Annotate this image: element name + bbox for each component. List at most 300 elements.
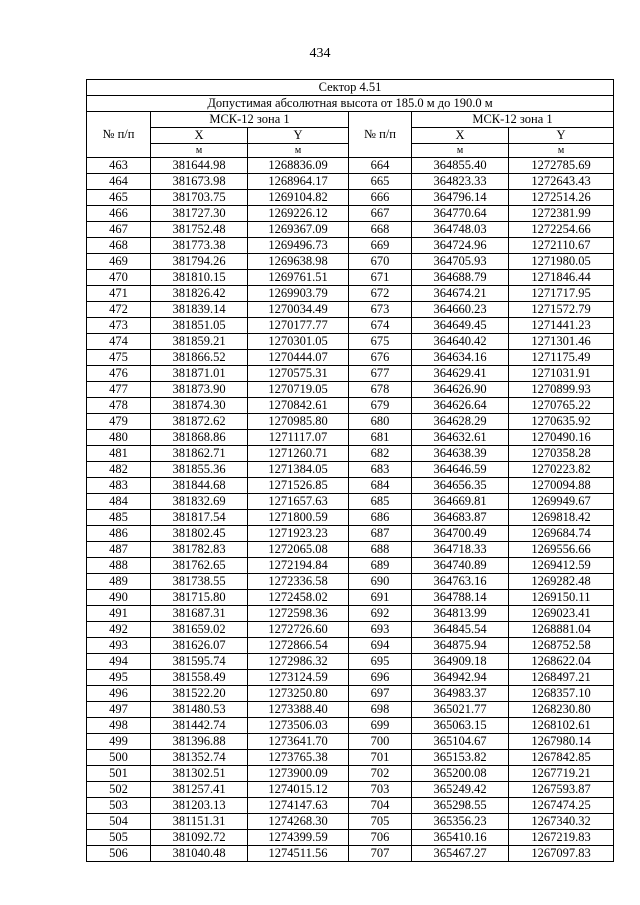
point-number: 470 [87, 270, 151, 286]
x-coordinate: 381626.07 [151, 638, 248, 654]
x-coordinate: 381872.62 [151, 414, 248, 430]
x-coordinate: 381703.75 [151, 190, 248, 206]
x-coordinate: 365298.55 [412, 798, 509, 814]
point-number: 673 [349, 302, 412, 318]
x-coordinate: 381396.88 [151, 734, 248, 750]
point-number: 466 [87, 206, 151, 222]
point-number: 664 [349, 158, 412, 174]
point-number: 667 [349, 206, 412, 222]
table-row [87, 462, 614, 478]
point-number: 467 [87, 222, 151, 238]
x-coordinate: 364942.94 [412, 670, 509, 686]
x-coordinate: 364632.61 [412, 430, 509, 446]
y-coordinate: 1272254.66 [509, 222, 614, 238]
y-coordinate: 1271923.23 [248, 526, 349, 542]
x-coordinate: 381738.55 [151, 574, 248, 590]
table-row [87, 782, 614, 798]
y-coordinate: 1267842.85 [509, 750, 614, 766]
x-coordinate: 364626.64 [412, 398, 509, 414]
x-coordinate: 364796.14 [412, 190, 509, 206]
point-number: 489 [87, 574, 151, 590]
y-coordinate: 1271980.05 [509, 254, 614, 270]
point-number: 704 [349, 798, 412, 814]
point-number: 702 [349, 766, 412, 782]
y-coordinate: 1269496.73 [248, 238, 349, 254]
x-coordinate: 381817.54 [151, 510, 248, 526]
table-row [87, 494, 614, 510]
y-coordinate: 1270575.31 [248, 366, 349, 382]
point-number: 675 [349, 334, 412, 350]
table-row [87, 686, 614, 702]
point-number: 701 [349, 750, 412, 766]
point-number: 674 [349, 318, 412, 334]
x-coordinate: 381859.21 [151, 334, 248, 350]
x-coordinate: 381673.98 [151, 174, 248, 190]
point-number: 500 [87, 750, 151, 766]
point-number: 478 [87, 398, 151, 414]
point-number: 672 [349, 286, 412, 302]
x-coordinate: 364700.49 [412, 526, 509, 542]
y-coordinate: 1271526.85 [248, 478, 349, 494]
x-coordinate: 364656.35 [412, 478, 509, 494]
table-row [87, 430, 614, 446]
point-number: 493 [87, 638, 151, 654]
x-coordinate: 364629.41 [412, 366, 509, 382]
x-coordinate: 381851.05 [151, 318, 248, 334]
y-coordinate: 1272110.67 [509, 238, 614, 254]
y-coordinate: 1268102.61 [509, 718, 614, 734]
table-row [87, 846, 614, 862]
x-coordinate: 365249.42 [412, 782, 509, 798]
table-row [87, 606, 614, 622]
x-coordinate: 364626.90 [412, 382, 509, 398]
y-coordinate: 1269104.82 [248, 190, 349, 206]
x-coordinate: 381782.83 [151, 542, 248, 558]
x-coordinate: 364705.93 [412, 254, 509, 270]
point-number: 505 [87, 830, 151, 846]
x-coordinate: 381687.31 [151, 606, 248, 622]
point-number: 490 [87, 590, 151, 606]
point-number: 691 [349, 590, 412, 606]
x-coordinate: 381810.15 [151, 270, 248, 286]
y-coordinate: 1268881.04 [509, 622, 614, 638]
table-row [87, 478, 614, 494]
y-coordinate: 1271117.07 [248, 430, 349, 446]
point-number: 680 [349, 414, 412, 430]
point-number: 679 [349, 398, 412, 414]
y-coordinate: 1274015.12 [248, 782, 349, 798]
x-coordinate: 381752.48 [151, 222, 248, 238]
point-number: 688 [349, 542, 412, 558]
x-coordinate: 381855.36 [151, 462, 248, 478]
x-coordinate: 364683.87 [412, 510, 509, 526]
num-header-right: № п/п [349, 112, 412, 158]
x-coordinate: 381844.68 [151, 478, 248, 494]
y-coordinate: 1269903.79 [248, 286, 349, 302]
x-coordinate: 364674.21 [412, 286, 509, 302]
y-coordinate: 1269818.42 [509, 510, 614, 526]
point-number: 668 [349, 222, 412, 238]
y-coordinate: 1271846.44 [509, 270, 614, 286]
table-row [87, 318, 614, 334]
y-coordinate: 1272726.60 [248, 622, 349, 638]
x-coordinate: 381874.30 [151, 398, 248, 414]
point-number: 676 [349, 350, 412, 366]
y-coordinate: 1274147.63 [248, 798, 349, 814]
x-coordinate: 381715.80 [151, 590, 248, 606]
y-coordinate: 1273641.70 [248, 734, 349, 750]
point-number: 506 [87, 846, 151, 862]
num-header-left: № п/п [87, 112, 151, 158]
table-row [87, 622, 614, 638]
x-coordinate: 381151.31 [151, 814, 248, 830]
x-coordinate: 364983.37 [412, 686, 509, 702]
point-number: 480 [87, 430, 151, 446]
table-row [87, 526, 614, 542]
y-coordinate: 1270444.07 [248, 350, 349, 366]
x-coordinate: 364748.03 [412, 222, 509, 238]
x-coordinate: 381868.86 [151, 430, 248, 446]
x-header-left: X [151, 128, 248, 144]
x-coordinate: 364640.42 [412, 334, 509, 350]
zone-header-right: МСК-12 зона 1 [412, 112, 614, 128]
point-number: 497 [87, 702, 151, 718]
point-number: 686 [349, 510, 412, 526]
table-row [87, 542, 614, 558]
y-coordinate: 1271657.63 [248, 494, 349, 510]
point-number: 484 [87, 494, 151, 510]
y-coordinate: 1273506.03 [248, 718, 349, 734]
point-number: 687 [349, 526, 412, 542]
table-row [87, 814, 614, 830]
y-coordinate: 1273765.38 [248, 750, 349, 766]
y-coordinate: 1271572.79 [509, 302, 614, 318]
y-coordinate: 1273250.80 [248, 686, 349, 702]
y-coordinate: 1267980.14 [509, 734, 614, 750]
y-coordinate: 1270635.92 [509, 414, 614, 430]
table-row [87, 238, 614, 254]
table-row [87, 590, 614, 606]
point-number: 692 [349, 606, 412, 622]
y-coordinate: 1268752.58 [509, 638, 614, 654]
point-number: 504 [87, 814, 151, 830]
y-coordinate: 1271031.91 [509, 366, 614, 382]
y-coordinate: 1268622.04 [509, 654, 614, 670]
y-coordinate: 1272866.54 [248, 638, 349, 654]
table-row [87, 286, 614, 302]
x-coordinate: 381644.98 [151, 158, 248, 174]
y-coordinate: 1270358.28 [509, 446, 614, 462]
point-number: 463 [87, 158, 151, 174]
x-coordinate: 381871.01 [151, 366, 248, 382]
point-number: 698 [349, 702, 412, 718]
x-coordinate: 364823.33 [412, 174, 509, 190]
y-coordinate: 1267719.21 [509, 766, 614, 782]
y-coordinate: 1270719.05 [248, 382, 349, 398]
x-coordinate: 381302.51 [151, 766, 248, 782]
x-coordinate: 381802.45 [151, 526, 248, 542]
table-row [87, 254, 614, 270]
x-coordinate: 381595.74 [151, 654, 248, 670]
point-number: 496 [87, 686, 151, 702]
x-coordinate: 364718.33 [412, 542, 509, 558]
table-row [87, 654, 614, 670]
y-coordinate: 1270765.22 [509, 398, 614, 414]
x-coordinate: 381773.38 [151, 238, 248, 254]
point-number: 472 [87, 302, 151, 318]
point-number: 707 [349, 846, 412, 862]
x-coordinate: 364660.23 [412, 302, 509, 318]
point-number: 476 [87, 366, 151, 382]
y-coordinate: 1272598.36 [248, 606, 349, 622]
y-coordinate: 1268964.17 [248, 174, 349, 190]
x-coordinate: 365063.15 [412, 718, 509, 734]
table-row [87, 174, 614, 190]
x-coordinate: 381522.20 [151, 686, 248, 702]
point-number: 671 [349, 270, 412, 286]
x-coordinate: 381866.52 [151, 350, 248, 366]
y-unit-right: м [509, 144, 614, 158]
table-row [87, 798, 614, 814]
table-row [87, 334, 614, 350]
y-coordinate: 1272194.84 [248, 558, 349, 574]
x-coordinate: 364669.81 [412, 494, 509, 510]
point-number: 501 [87, 766, 151, 782]
x-coordinate: 381480.53 [151, 702, 248, 718]
x-coordinate: 364740.89 [412, 558, 509, 574]
y-coordinate: 1271260.71 [248, 446, 349, 462]
table-row [87, 766, 614, 782]
x-coordinate: 365467.27 [412, 846, 509, 862]
table-row [87, 718, 614, 734]
y-coordinate: 1272381.99 [509, 206, 614, 222]
point-number: 464 [87, 174, 151, 190]
y-coordinate: 1269412.59 [509, 558, 614, 574]
y-coordinate: 1273900.09 [248, 766, 349, 782]
x-coordinate: 364855.40 [412, 158, 509, 174]
x-coordinate: 381203.13 [151, 798, 248, 814]
y-coordinate: 1270899.93 [509, 382, 614, 398]
table-row [87, 830, 614, 846]
point-number: 483 [87, 478, 151, 494]
point-number: 503 [87, 798, 151, 814]
y-coordinate: 1269638.98 [248, 254, 349, 270]
y-coordinate: 1271175.49 [509, 350, 614, 366]
x-coordinate: 364634.16 [412, 350, 509, 366]
point-number: 488 [87, 558, 151, 574]
x-coordinate: 381092.72 [151, 830, 248, 846]
point-number: 699 [349, 718, 412, 734]
x-coordinate: 365356.23 [412, 814, 509, 830]
y-coordinate: 1270301.05 [248, 334, 349, 350]
y-coordinate: 1272065.08 [248, 542, 349, 558]
x-coordinate: 364909.18 [412, 654, 509, 670]
x-unit-right: м [412, 144, 509, 158]
x-coordinate: 364813.99 [412, 606, 509, 622]
point-number: 494 [87, 654, 151, 670]
x-coordinate: 381257.41 [151, 782, 248, 798]
point-number: 474 [87, 334, 151, 350]
x-coordinate: 364649.45 [412, 318, 509, 334]
x-coordinate: 381040.48 [151, 846, 248, 862]
x-coordinate: 381839.14 [151, 302, 248, 318]
point-number: 700 [349, 734, 412, 750]
point-number: 492 [87, 622, 151, 638]
y-coordinate: 1268497.21 [509, 670, 614, 686]
y-coordinate: 1267097.83 [509, 846, 614, 862]
y-coordinate: 1267340.32 [509, 814, 614, 830]
y-coordinate: 1269367.09 [248, 222, 349, 238]
table-row [87, 222, 614, 238]
point-number: 469 [87, 254, 151, 270]
y-coordinate: 1271441.23 [509, 318, 614, 334]
table-row [87, 510, 614, 526]
table-row [87, 702, 614, 718]
point-number: 705 [349, 814, 412, 830]
y-coordinate: 1269684.74 [509, 526, 614, 542]
point-number: 473 [87, 318, 151, 334]
point-number: 693 [349, 622, 412, 638]
y-coordinate: 1267219.83 [509, 830, 614, 846]
y-coordinate: 1271717.95 [509, 286, 614, 302]
point-number: 665 [349, 174, 412, 190]
y-coordinate: 1272336.58 [248, 574, 349, 590]
y-coordinate: 1269949.67 [509, 494, 614, 510]
x-coordinate: 381832.69 [151, 494, 248, 510]
x-coordinate: 381442.74 [151, 718, 248, 734]
x-coordinate: 364628.29 [412, 414, 509, 430]
table-body [87, 158, 614, 862]
table-row [87, 670, 614, 686]
point-number: 486 [87, 526, 151, 542]
x-coordinate: 381352.74 [151, 750, 248, 766]
table-row [87, 366, 614, 382]
y-coordinate: 1270034.49 [248, 302, 349, 318]
x-coordinate: 364724.96 [412, 238, 509, 254]
y-coordinate: 1270842.61 [248, 398, 349, 414]
y-coordinate: 1268230.80 [509, 702, 614, 718]
x-coordinate: 364770.64 [412, 206, 509, 222]
point-number: 669 [349, 238, 412, 254]
table-row [87, 446, 614, 462]
point-number: 498 [87, 718, 151, 734]
y-coordinate: 1270490.16 [509, 430, 614, 446]
table-row [87, 734, 614, 750]
y-header-left: Y [248, 128, 349, 144]
table-row [87, 398, 614, 414]
point-number: 475 [87, 350, 151, 366]
table-row [87, 206, 614, 222]
table-row [87, 382, 614, 398]
sector-title: Сектор 4.51 [87, 80, 614, 96]
y-coordinate: 1271301.46 [509, 334, 614, 350]
point-number: 487 [87, 542, 151, 558]
table-row [87, 270, 614, 286]
y-coordinate: 1269226.12 [248, 206, 349, 222]
point-number: 695 [349, 654, 412, 670]
point-number: 696 [349, 670, 412, 686]
x-coordinate: 364646.59 [412, 462, 509, 478]
x-coordinate: 381873.90 [151, 382, 248, 398]
point-number: 477 [87, 382, 151, 398]
point-number: 678 [349, 382, 412, 398]
y-coordinate: 1269023.41 [509, 606, 614, 622]
x-coordinate: 381862.71 [151, 446, 248, 462]
point-number: 502 [87, 782, 151, 798]
y-coordinate: 1274399.59 [248, 830, 349, 846]
x-coordinate: 381762.65 [151, 558, 248, 574]
x-coordinate: 364788.14 [412, 590, 509, 606]
y-coordinate: 1274511.56 [248, 846, 349, 862]
table-row [87, 302, 614, 318]
point-number: 482 [87, 462, 151, 478]
y-coordinate: 1267593.87 [509, 782, 614, 798]
table-row [87, 750, 614, 766]
x-coordinate: 365410.16 [412, 830, 509, 846]
point-number: 471 [87, 286, 151, 302]
y-coordinate: 1270985.80 [248, 414, 349, 430]
point-number: 485 [87, 510, 151, 526]
point-number: 677 [349, 366, 412, 382]
y-coordinate: 1269556.66 [509, 542, 614, 558]
y-coordinate: 1272458.02 [248, 590, 349, 606]
table-row [87, 414, 614, 430]
x-header-right: X [412, 128, 509, 144]
y-unit-left: м [248, 144, 349, 158]
coordinates-table [86, 79, 614, 862]
y-coordinate: 1274268.30 [248, 814, 349, 830]
x-coordinate: 365200.08 [412, 766, 509, 782]
x-coordinate: 364638.39 [412, 446, 509, 462]
table-row [87, 190, 614, 206]
x-coordinate: 381659.02 [151, 622, 248, 638]
x-coordinate: 365153.82 [412, 750, 509, 766]
y-coordinate: 1272785.69 [509, 158, 614, 174]
point-number: 697 [349, 686, 412, 702]
point-number: 703 [349, 782, 412, 798]
point-number: 683 [349, 462, 412, 478]
point-number: 690 [349, 574, 412, 590]
table-row [87, 638, 614, 654]
table-row [87, 350, 614, 366]
point-number: 481 [87, 446, 151, 462]
x-coordinate: 381727.30 [151, 206, 248, 222]
zone-header-left: МСК-12 зона 1 [151, 112, 349, 128]
point-number: 491 [87, 606, 151, 622]
y-coordinate: 1269761.51 [248, 270, 349, 286]
x-coordinate: 381794.26 [151, 254, 248, 270]
x-unit-left: м [151, 144, 248, 158]
x-coordinate: 381558.49 [151, 670, 248, 686]
y-coordinate: 1269150.11 [509, 590, 614, 606]
y-coordinate: 1269282.48 [509, 574, 614, 590]
y-header-right: Y [509, 128, 614, 144]
x-coordinate: 364845.54 [412, 622, 509, 638]
point-number: 682 [349, 446, 412, 462]
x-coordinate: 381826.42 [151, 286, 248, 302]
y-coordinate: 1271800.59 [248, 510, 349, 526]
y-coordinate: 1270223.82 [509, 462, 614, 478]
point-number: 681 [349, 430, 412, 446]
y-coordinate: 1267474.25 [509, 798, 614, 814]
point-number: 495 [87, 670, 151, 686]
x-coordinate: 365021.77 [412, 702, 509, 718]
point-number: 465 [87, 190, 151, 206]
y-coordinate: 1273124.59 [248, 670, 349, 686]
point-number: 684 [349, 478, 412, 494]
y-coordinate: 1270094.88 [509, 478, 614, 494]
point-number: 706 [349, 830, 412, 846]
